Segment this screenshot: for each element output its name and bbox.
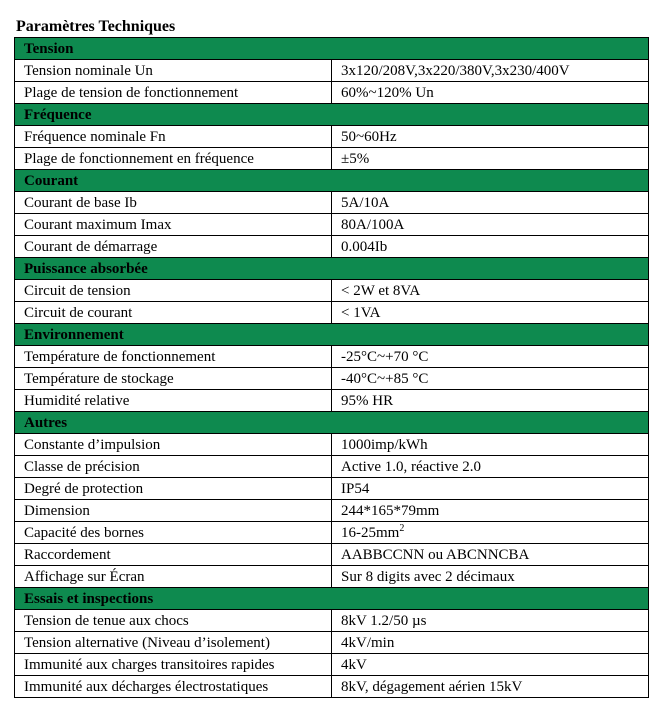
parameter-value [332,544,649,566]
section-header [15,104,649,126]
section-title: Fréquence [15,104,649,126]
parameter-label: Circuit de courant [15,302,332,324]
table-row [15,610,649,632]
parameter-label: Courant de base Ib [15,192,332,214]
spec-table-body [15,38,649,698]
table-row [15,368,649,390]
parameter-value-text: 4kV/min [341,634,395,651]
parameter-value [332,522,649,544]
parameter-value [332,346,649,368]
section-title: Puissance absorbée [15,258,649,280]
parameter-label: Classe de précision [15,456,332,478]
parameter-value [332,456,649,478]
section-title: Environnement [15,324,649,346]
spec-table [14,37,649,698]
table-row [15,192,649,214]
parameter-value [332,654,649,676]
parameter-value-text: Sur 8 digits avec 2 décimaux [341,568,515,585]
section-title: Courant [15,170,649,192]
table-row [15,522,649,544]
parameter-value [332,280,649,302]
table-row [15,236,649,258]
parameter-value [332,566,649,588]
table-row [15,390,649,412]
parameter-label: Température de fonctionnement [15,346,332,368]
parameter-value-text: < 2W et 8VA [341,282,421,299]
parameter-value-text: AABBCCNN ou ABCNNCBA [341,546,530,563]
table-row [15,346,649,368]
section-header [15,258,649,280]
parameter-value-text: 8kV 1.2/50 µs [341,612,427,629]
parameter-value-text: 3x120/208V,3x220/380V,3x230/400V [341,62,570,79]
table-row [15,456,649,478]
parameter-value-text: 60%~120% Un [341,84,434,101]
value-superscript: 2 [399,522,405,534]
table-row [15,60,649,82]
parameter-label: Immunité aux charges transitoires rapides [15,654,332,676]
parameter-label: Tension nominale Un [15,60,332,82]
table-row [15,676,649,698]
parameter-label: Circuit de tension [15,280,332,302]
parameter-value-text: -25°C~+70 °C [341,348,429,365]
parameter-value-text: 16-25mm [341,524,400,541]
table-row [15,280,649,302]
parameter-value [332,236,649,258]
parameter-value-text: 244*165*79mm [341,502,440,519]
parameter-label: Immunité aux décharges électrostatiques [15,676,332,698]
parameter-value-text: 5A/10A [341,194,390,211]
parameter-value [332,148,649,170]
parameter-value-text: 80A/100A [341,216,405,233]
parameter-label: Courant maximum Imax [15,214,332,236]
parameter-label: Température de stockage [15,368,332,390]
table-row [15,632,649,654]
table-row [15,82,649,104]
section-title: Essais et inspections [15,588,649,610]
section-header [15,412,649,434]
parameter-value [332,192,649,214]
parameter-value-text: < 1VA [341,304,381,321]
table-row [15,434,649,456]
table-row [15,654,649,676]
parameter-value [332,632,649,654]
table-row [15,126,649,148]
parameter-value-text: 0.004Ib [341,238,388,255]
section-header [15,170,649,192]
table-row [15,500,649,522]
parameter-value [332,434,649,456]
parameter-value [332,676,649,698]
page-title: Paramètres Techniques [16,18,176,35]
parameter-value-text: Active 1.0, réactive 2.0 [341,458,481,475]
table-row [15,478,649,500]
parameter-value [332,368,649,390]
parameter-value-text: 50~60Hz [341,128,397,145]
parameter-label: Plage de tension de fonctionnement [15,82,332,104]
parameter-value-text: -40°C~+85 °C [341,370,429,387]
parameter-value [332,126,649,148]
parameter-value [332,478,649,500]
parameter-value-text: 4kV [341,656,367,673]
parameter-label: Affichage sur Écran [15,566,332,588]
table-row [15,544,649,566]
parameter-value-text: 8kV, dégagement aérien 15kV [341,678,523,695]
parameter-value-text: IP54 [341,480,370,497]
parameter-value-text: ±5% [341,150,370,167]
parameter-label: Constante d’impulsion [15,434,332,456]
section-header [15,38,649,60]
section-title: Tension [15,38,649,60]
table-row [15,566,649,588]
table-row [15,302,649,324]
parameter-value [332,610,649,632]
parameter-label: Plage de fonctionnement en fréquence [15,148,332,170]
parameter-label: Courant de démarrage [15,236,332,258]
parameter-value [332,60,649,82]
table-row [15,214,649,236]
parameter-value-text: 1000imp/kWh [341,436,428,453]
parameter-value-text: 95% HR [341,392,394,409]
parameter-label: Capacité des bornes [15,522,332,544]
section-header [15,588,649,610]
parameter-label: Tension alternative (Niveau d’isolement) [15,632,332,654]
parameter-value [332,82,649,104]
parameter-value [332,500,649,522]
table-row [15,148,649,170]
parameter-label: Raccordement [15,544,332,566]
parameter-label: Humidité relative [15,390,332,412]
parameter-label: Tension de tenue aux chocs [15,610,332,632]
parameter-label: Dimension [15,500,332,522]
parameter-value [332,390,649,412]
section-title: Autres [15,412,649,434]
parameter-label: Fréquence nominale Fn [15,126,332,148]
parameter-value [332,214,649,236]
section-header [15,324,649,346]
parameter-value [332,302,649,324]
parameter-label: Degré de protection [15,478,332,500]
